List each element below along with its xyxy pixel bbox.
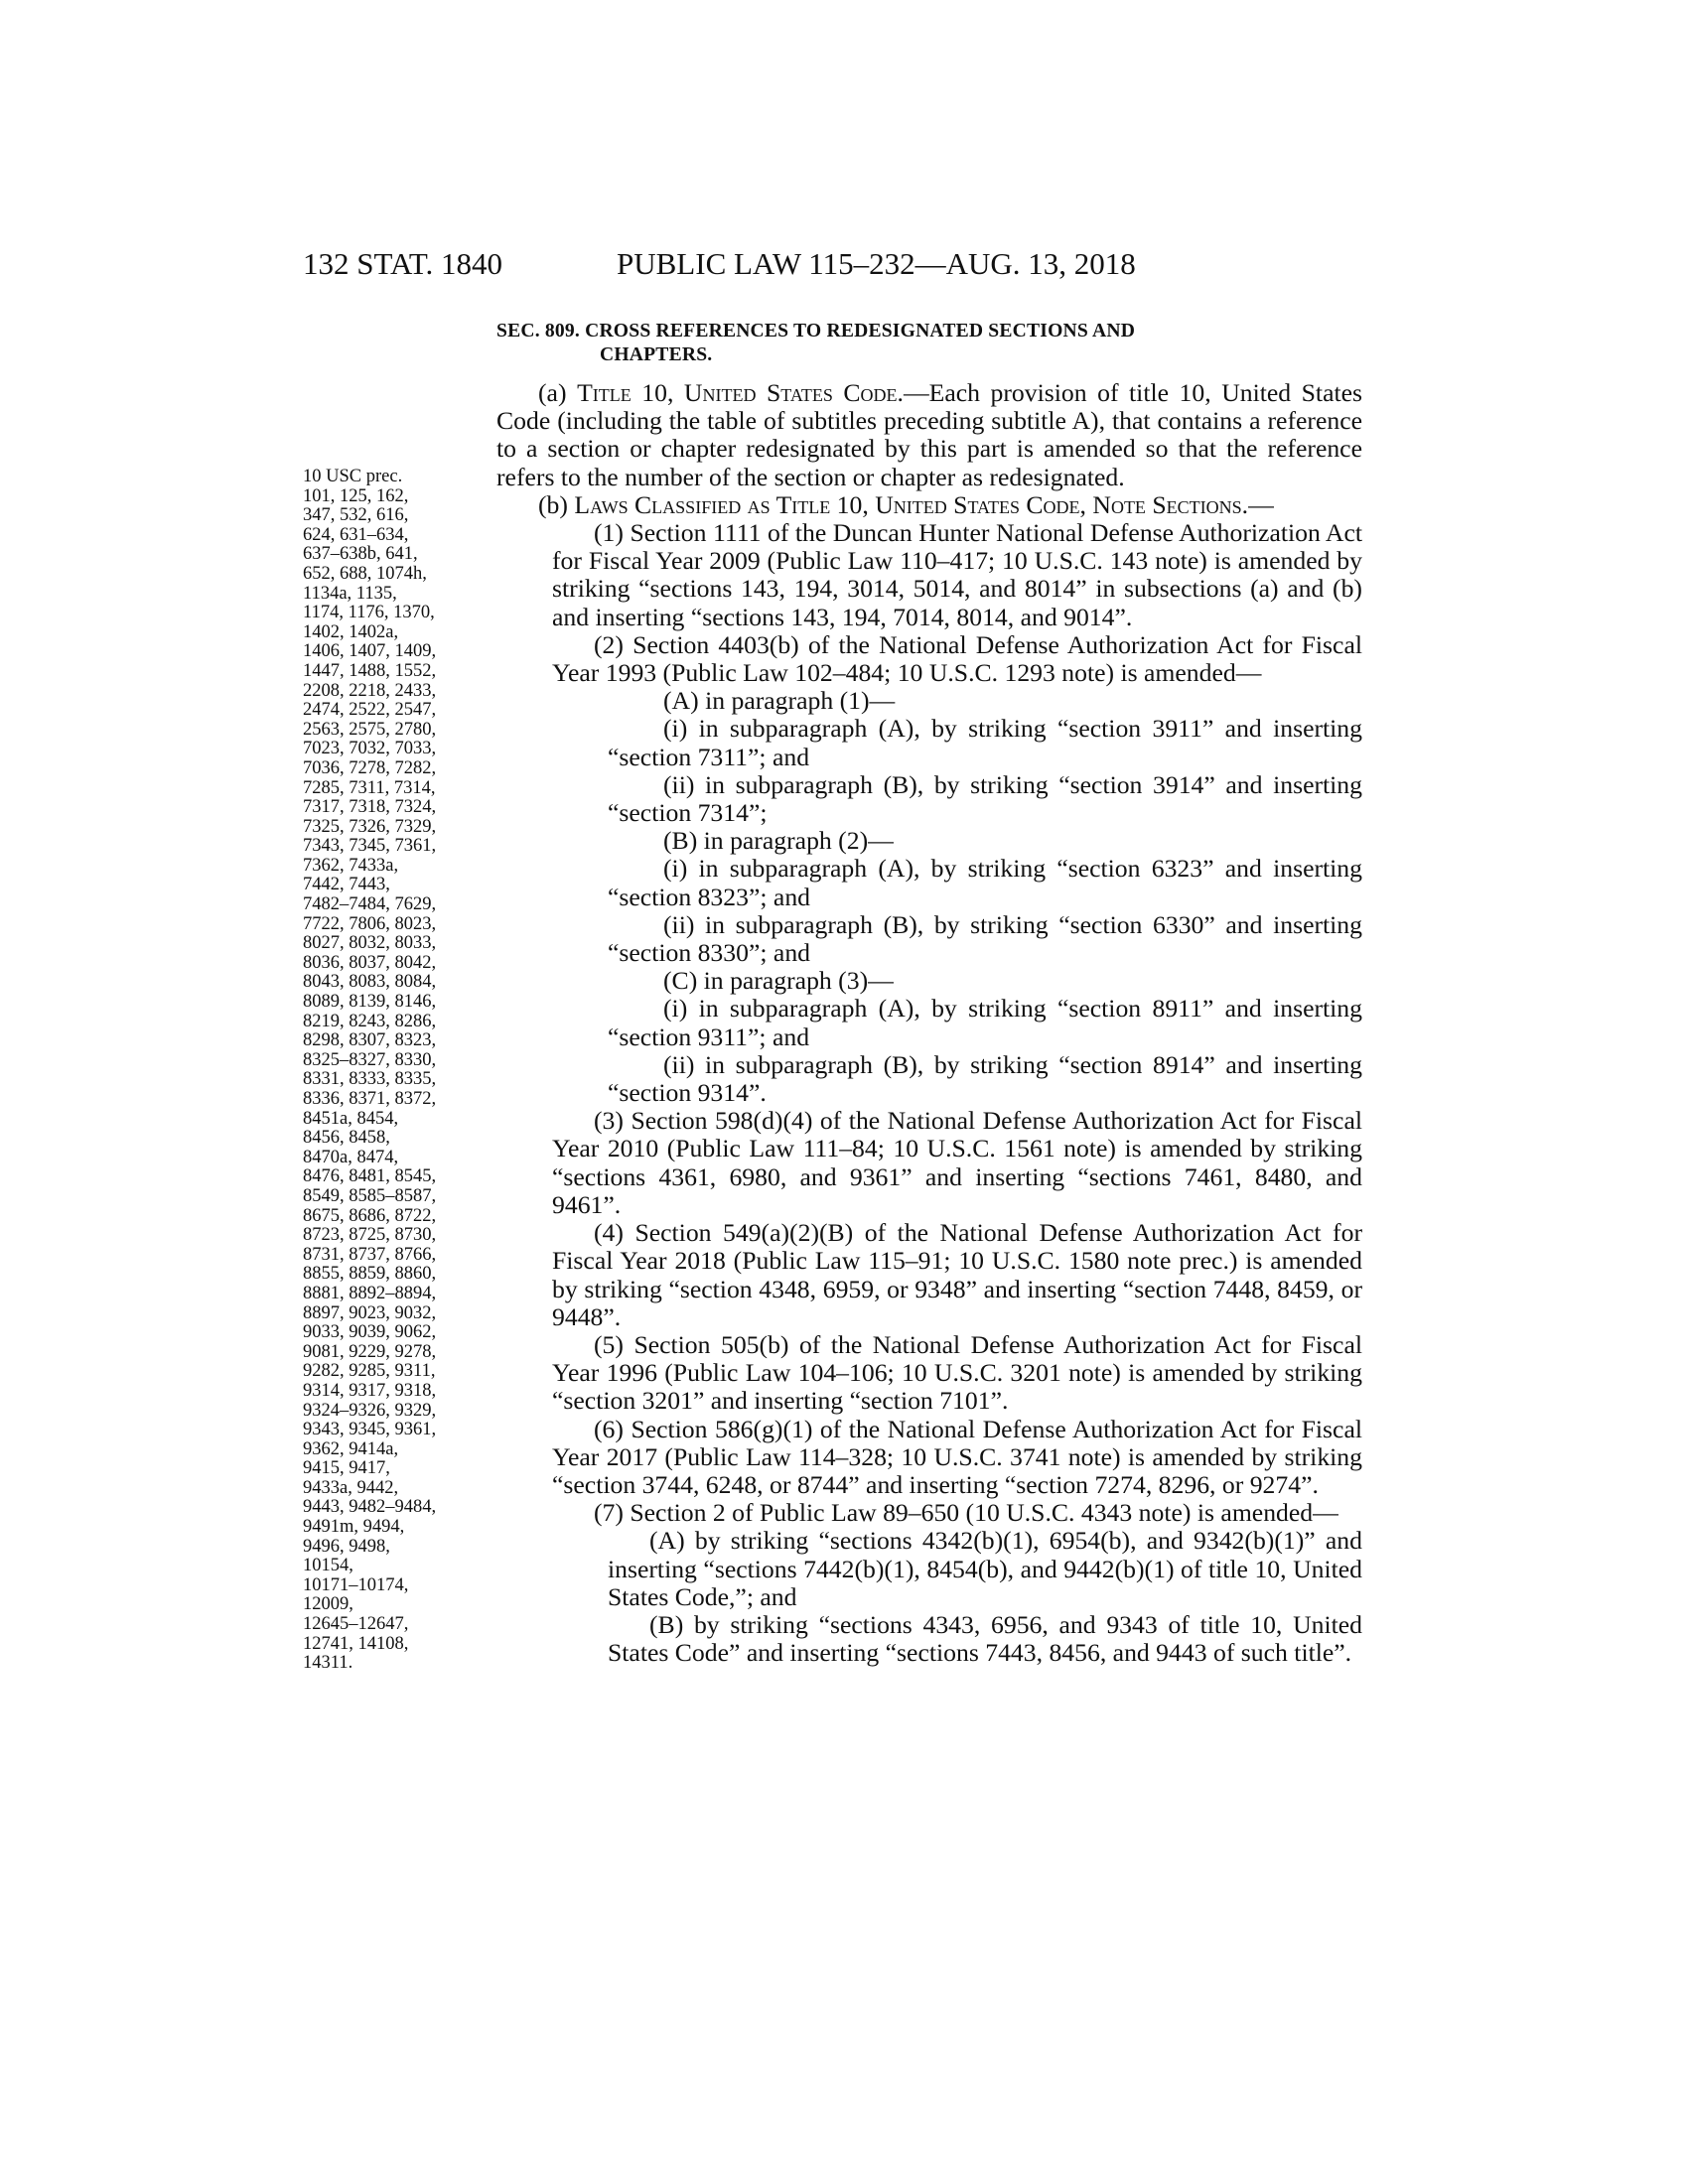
paragraph-5: (5) Section 505(b) of the National Defense Authorization Act for Fiscal Year 1996 (Public Law 104–106; 10 U.S.C. 3201 note) is amended by striking “section 3201” and inserting “section 7101”. bbox=[552, 1329, 1362, 1416]
margin-note-line: 8881, 8892–8894, bbox=[303, 1283, 437, 1303]
subsection-b-dash: — bbox=[1248, 489, 1274, 519]
margin-note-line: 8036, 8037, 8042, bbox=[303, 952, 437, 973]
clause-2C-ii: (ii) in subparagraph (B), by striking “section 8914” and inserting “section 9314”. bbox=[608, 1049, 1362, 1108]
statute-page-number: 132 STAT. 1840 bbox=[303, 246, 503, 281]
margin-note-line: 12741, 14108, bbox=[303, 1633, 409, 1654]
margin-note-line: 7325, 7326, 7329, bbox=[303, 816, 437, 837]
margin-note-line: 8298, 8307, 8323, bbox=[303, 1030, 437, 1051]
margin-note-line: 9081, 9229, 9278, bbox=[303, 1341, 437, 1362]
subsection-a bbox=[496, 379, 1362, 491]
margin-note-line: 9282, 9285, 9311, bbox=[303, 1361, 436, 1382]
margin-note-line: 10171–10174, bbox=[303, 1574, 409, 1595]
margin-note-line: 8855, 8859, 8860, bbox=[303, 1264, 437, 1285]
paragraph-6: (6) Section 586(g)(1) of the National Defense Authorization Act for Fiscal Year 2017 (Public Law 114–328; 10 U.S.C. 3741 note) is amended by striking “section 3744, 6248, or 8744” and inserting “section 7274, 8296, or 9274”. bbox=[552, 1414, 1362, 1499]
margin-note-line: 8897, 9023, 9032, bbox=[303, 1302, 437, 1323]
clause-2C-i: (i) in subparagraph (A), by striking “section 8911” and inserting “section 9311”; and bbox=[608, 994, 1362, 1051]
subsection-a-label: (a) bbox=[538, 378, 578, 407]
margin-note-line: 9343, 9345, 9361, bbox=[303, 1420, 437, 1440]
margin-note-line: 9491m, 9494, bbox=[303, 1517, 405, 1538]
subparagraph-2A: (A) in paragraph (1)— bbox=[663, 686, 896, 716]
margin-note-line: 1447, 1488, 1552, bbox=[303, 660, 437, 681]
margin-note-line: 8325–8327, 8330, bbox=[303, 1049, 437, 1070]
margin-note-line: 1406, 1407, 1409, bbox=[303, 641, 437, 662]
margin-note-line: 9415, 9417, bbox=[303, 1458, 390, 1479]
subsection-b bbox=[496, 491, 1362, 519]
paragraph-4: (4) Section 549(a)(2)(B) of the National Defense Authorization Act for Fiscal Year 2018 (Public Law 115–91; 10 U.S.C. 1580 note prec.) is amended by striking “section 4348, 6959, or 9348” and inserting “section 7448, 8459, or 9448”. bbox=[552, 1218, 1362, 1331]
margin-note-line: 9362, 9414a, bbox=[303, 1438, 399, 1459]
margin-note-line: 12009, bbox=[303, 1594, 353, 1615]
margin-note-line: 8470a, 8474, bbox=[303, 1147, 399, 1167]
public-law-citation: PUBLIC LAW 115–232—AUG. 13, 2018 bbox=[617, 246, 1136, 281]
margin-note-line: 1402, 1402a, bbox=[303, 621, 399, 642]
paragraph-1: (1) Section 1111 of the Duncan Hunter National Defense Authorization Act for Fiscal Year 2009 (Public Law 110–417; 10 U.S.C. 143 note) is amended by striking “sections 143, 194, 3014, 5014, and 8014” in subsections (a) and (b) and inserting “sections 143, 194, 7014, 8014, and 9014”. bbox=[552, 518, 1362, 631]
margin-note-line: 7023, 7032, 7033, bbox=[303, 739, 437, 759]
page-header bbox=[303, 244, 1361, 284]
margin-note-line: 8731, 8737, 8766, bbox=[303, 1244, 437, 1265]
margin-note-line: 9033, 9039, 9062, bbox=[303, 1322, 437, 1343]
margin-note-line: 9496, 9498, bbox=[303, 1536, 390, 1557]
margin-note-line: 1174, 1176, 1370, bbox=[303, 603, 435, 623]
section-heading-line-1: SEC. 809. CROSS REFERENCES TO REDESIGNATED SECTIONS AND bbox=[496, 321, 1136, 341]
margin-note-line: 10154, bbox=[303, 1556, 353, 1576]
margin-note-line: 8549, 8585–8587, bbox=[303, 1185, 437, 1206]
paragraph-7: (7) Section 2 of Public Law 89–650 (10 U.S.C. 4343 note) is amended— bbox=[594, 1498, 1338, 1528]
margin-note bbox=[303, 468, 501, 1674]
margin-note-line: 7343, 7345, 7361, bbox=[303, 836, 437, 857]
margin-note-line: 8089, 8139, 8146, bbox=[303, 992, 437, 1013]
margin-note-line: 101, 125, 162, bbox=[303, 485, 409, 506]
margin-note-line: 7722, 7806, 8023, bbox=[303, 913, 437, 934]
margin-note-line: 7442, 7443, bbox=[303, 875, 390, 895]
margin-note-line: 8675, 8686, 8722, bbox=[303, 1205, 437, 1226]
margin-note-line: 1134a, 1135, bbox=[303, 583, 397, 604]
subparagraph-2C: (C) in paragraph (3)— bbox=[663, 966, 894, 996]
clause-2A-i: (i) in subparagraph (A), by striking “section 3911” and inserting “section 7311”; and bbox=[608, 714, 1362, 771]
subparagraph-7A: (A) by striking “sections 4342(b)(1), 6954(b), and 9342(b)(1)” and inserting “sections 7442(b)(1), 8454(b), and 9442(b)(1) of title 10, United States Code,”; and bbox=[608, 1526, 1362, 1611]
margin-note-line: 7285, 7311, 7314, bbox=[303, 777, 436, 798]
section-body bbox=[496, 379, 1362, 1667]
margin-note-line: 8456, 8458, bbox=[303, 1128, 390, 1149]
margin-note-line: 8043, 8083, 8084, bbox=[303, 972, 437, 993]
margin-note-line: 2474, 2522, 2547, bbox=[303, 700, 437, 721]
margin-note-line: 9324–9326, 9329, bbox=[303, 1400, 437, 1421]
section-heading-line-2: CHAPTERS. bbox=[600, 344, 713, 365]
subsection-a-dash: — bbox=[903, 378, 929, 407]
margin-note-line: 9443, 9482–9484, bbox=[303, 1497, 437, 1518]
margin-note-line: 14311. bbox=[303, 1653, 353, 1674]
paragraph-2: (2) Section 4403(b) of the National Defense Authorization Act for Fiscal Year 1993 (Public Law 102–484; 10 U.S.C. 1293 note) is amended— bbox=[552, 629, 1362, 688]
margin-note-line: 8219, 8243, 8286, bbox=[303, 1011, 437, 1031]
margin-note-line: 652, 688, 1074h, bbox=[303, 563, 427, 584]
margin-note-line: 8451a, 8454, bbox=[303, 1108, 399, 1129]
margin-note-line: 9433a, 9442, bbox=[303, 1477, 399, 1498]
clause-2B-ii: (ii) in subparagraph (B), by striking “section 6330” and inserting “section 8330”; and bbox=[608, 909, 1362, 968]
subparagraph-2B: (B) in paragraph (2)— bbox=[663, 826, 894, 856]
margin-note-line: 624, 631–634, bbox=[303, 524, 409, 545]
subsection-b-caption: Laws Classified as Title 10, United States Code, Note Sections. bbox=[574, 489, 1249, 519]
clause-2B-i: (i) in subparagraph (A), by striking “section 6323” and inserting “section 8323”; and bbox=[608, 854, 1362, 911]
margin-note-line: 637–638b, 641, bbox=[303, 544, 418, 565]
margin-note-line: 2208, 2218, 2433, bbox=[303, 680, 437, 701]
subsection-a-caption: Title 10, United States Code. bbox=[577, 378, 904, 407]
margin-note-line: 8723, 8725, 8730, bbox=[303, 1225, 437, 1246]
section-heading bbox=[496, 320, 1362, 367]
margin-note-line: 8336, 8371, 8372, bbox=[303, 1089, 437, 1109]
paragraph-3: (3) Section 598(d)(4) of the National Defense Authorization Act for Fiscal Year 2010 (Public Law 111–84; 10 U.S.C. 1561 note) is amended by striking “sections 4361, 6980, and 9361” and inserting “sections 7461, 8480, and 9461”. bbox=[552, 1106, 1362, 1219]
subsection-a-text: Each provision of title 10, United States Code (including the table of subtitles preceding subtitle A), that contains a reference to a section or chapter redesignated by this part is amended so that the reference refers to the number of the section or chapter as redesignated. bbox=[496, 378, 1363, 491]
margin-note-line: 9314, 9317, 9318, bbox=[303, 1380, 437, 1401]
clause-2A-ii: (ii) in subparagraph (B), by striking “section 3914” and inserting “section 7314”; bbox=[608, 769, 1362, 828]
margin-note-line: 12645–12647, bbox=[303, 1614, 409, 1635]
margin-note-line: 7482–7484, 7629, bbox=[303, 894, 437, 915]
subparagraph-7B: (B) by striking “sections 4343, 6956, and 9343 of title 10, United States Code” and inserting “sections 7443, 8456, and 9443 of such title”. bbox=[608, 1609, 1362, 1668]
margin-note-line: 7036, 7278, 7282, bbox=[303, 757, 437, 778]
margin-note-line: 2563, 2575, 2780, bbox=[303, 719, 437, 740]
margin-note-line: 347, 532, 616, bbox=[303, 505, 409, 526]
margin-note-line: 8027, 8032, 8033, bbox=[303, 933, 437, 954]
margin-note-line: 8331, 8333, 8335, bbox=[303, 1069, 437, 1090]
margin-note-line: 8476, 8481, 8545, bbox=[303, 1166, 437, 1187]
margin-note-line: 7317, 7318, 7324, bbox=[303, 797, 437, 818]
subsection-b-label: (b) bbox=[538, 489, 575, 519]
margin-note-line: 7362, 7433a, bbox=[303, 855, 399, 876]
margin-note-line: 10 USC prec. bbox=[303, 467, 403, 486]
